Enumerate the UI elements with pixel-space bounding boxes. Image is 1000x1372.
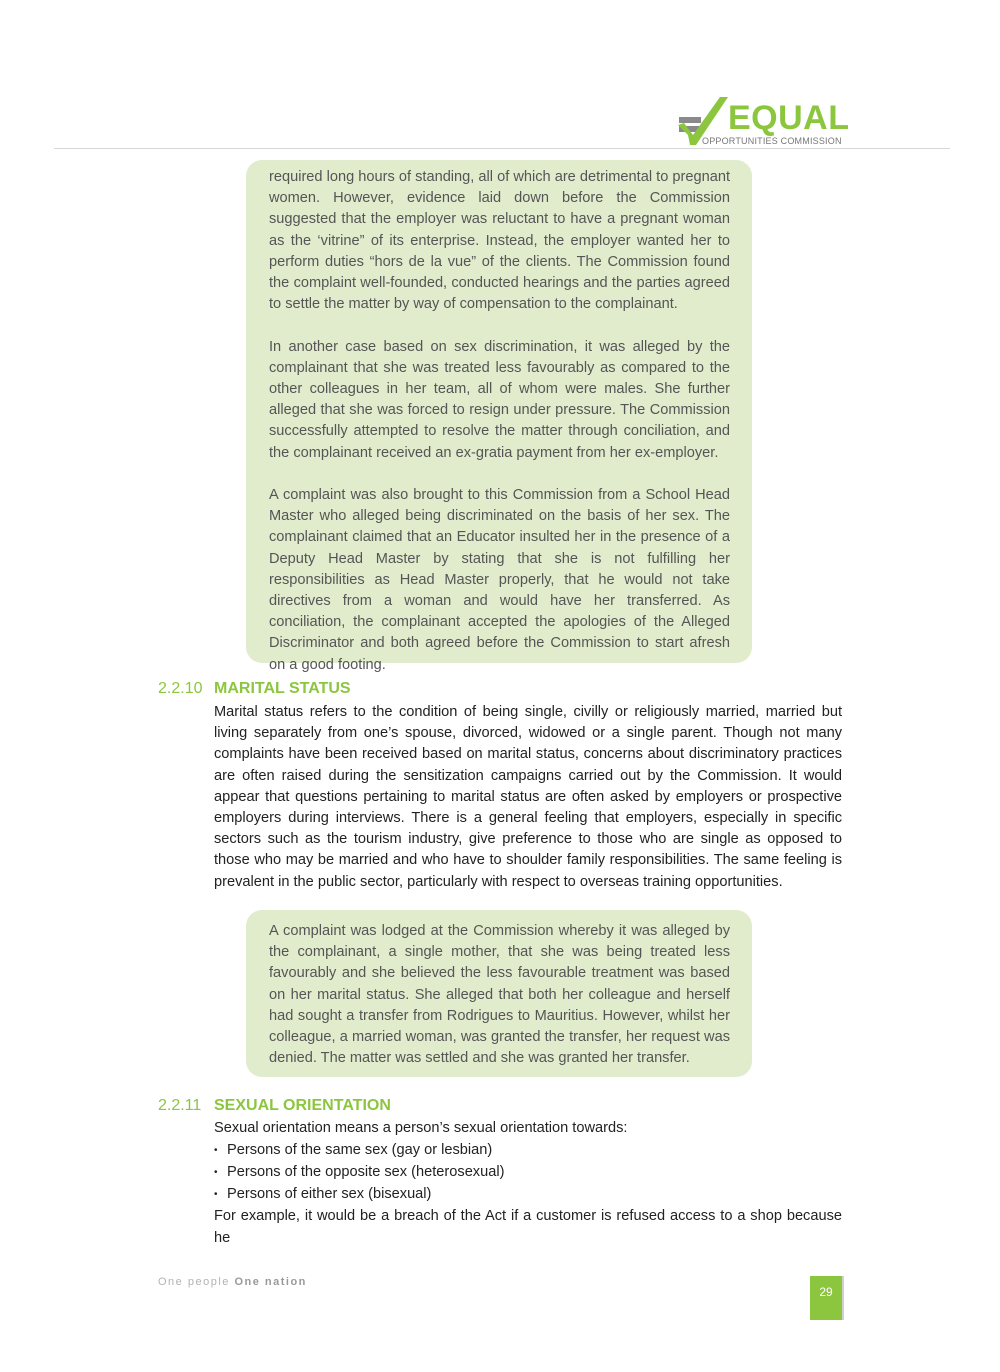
slogan-bold: One nation (234, 1276, 307, 1288)
case-paragraph: A complaint was also brought to this Commission from a School Head Master who alleged being discriminated on the basis of her sex. The complainant claimed that an Educator insulted her in the presence of a Deputy Head Master by stating that she is not fulfilling her responsibilities as Head Master properly, that he would not take directives from a woman and would have her transferred. As conciliation, the complainant accepted the apologies of the Alleged Discriminator and both agreed before the Commission to start afresh on a good footing. (269, 487, 730, 673)
sexual-orientation-intro: Sexual orientation means a person’s sexual orientation towards: (214, 1120, 628, 1136)
slogan-light: One people (158, 1276, 230, 1288)
case-study-box-marital-status (246, 910, 752, 1077)
bullet-icon: • (214, 1188, 218, 1200)
footer-slogan (158, 1276, 307, 1288)
list-item (214, 1162, 842, 1184)
case-paragraph: In another case based on sex discrimination, it was alleged by the complainant that she was treated less favourably as compared to the other colleagues in her team, all of whom were males. She further alleged that she was forced to resign under pressure. The Commission successfully attempted to resolve the matter through conciliation, and the complainant received an ex-gratia payment from her ex-employer. (269, 338, 730, 461)
section-title-marital-status: MARITAL STATUS (214, 680, 351, 697)
orientation-list (214, 1140, 842, 1206)
case-paragraph: A complaint was lodged at the Commission whereby it was alleged by the complainant, a single mother, that she was being treated less favourably and she believed the less favourable treatment was based on her marital status. She alleged that both her colleague and herself had sought a transfer from Rodrigues to Mauritius. However, whilst her colleague, a married woman, was granted the transfer, her request was denied. The matter was settled and she was granted her transfer. (269, 923, 730, 1067)
bullet-icon: • (214, 1166, 218, 1178)
list-item (214, 1140, 842, 1162)
logo-subtitle: OPPORTUNITIES COMMISSION (702, 136, 842, 146)
marital-status-paragraph: Marital status refers to the condition of being single, civilly or religiously married, married but living separately from one’s spouse, divorced, widowed or a single parent. Though not many complaints have been received based on marital status, concerns about discriminatory practices are often raised during the sensitization campaigns carried out by the Commission. It would appear that questions pertaining to marital status are often asked by employers or prospective employers during interviews. There is a general feeling that employers, especially in specific sectors such as the tourism industry, give preference to those who are single as opposed to those who may be married and who have to shoulder family responsibilities. The same feeling is prevalent in the public sector, particularly with respect to overseas training opportunities. (214, 704, 842, 890)
section-number: 2.2.11 (158, 1097, 202, 1114)
list-item (214, 1184, 842, 1206)
section-number: 2.2.10 (158, 680, 203, 697)
marital-status-body (214, 702, 842, 893)
sexual-orientation-body (214, 1118, 842, 1249)
list-item-text: Persons of the opposite sex (heterosexual) (227, 1163, 505, 1180)
page-number-edge (842, 1276, 844, 1320)
case-study-box-sex-discrimination (246, 160, 752, 673)
list-item-text: Persons of the same sex (gay or lesbian) (227, 1141, 493, 1158)
sexual-orientation-closing: For example, it would be a breach of the Act if a customer is refused access to a shop because he (214, 1207, 842, 1246)
case-paragraph: required long hours of standing, all of which are detrimental to pregnant women. However, evidence laid down before the Commission suggested that the employer was reluctant to have a pregnant woman as the ‘vitrine” of its enterprise. Instead, the employer wanted her to perform duties “hors de la vue” of the clients. The Commission found the complaint well-founded, conducted hearings and the parties agreed to settle the matter by way of compensation to the complainant. (269, 169, 730, 313)
section-title-sexual-orientation: SEXUAL ORIENTATION (214, 1097, 391, 1114)
page-number: 29 (810, 1276, 842, 1320)
logo-word: EQUAL (728, 99, 850, 137)
list-item-text: Persons of either sex (bisexual) (227, 1185, 432, 1202)
equal-opportunities-logo (676, 95, 850, 149)
bullet-icon: • (214, 1144, 218, 1156)
